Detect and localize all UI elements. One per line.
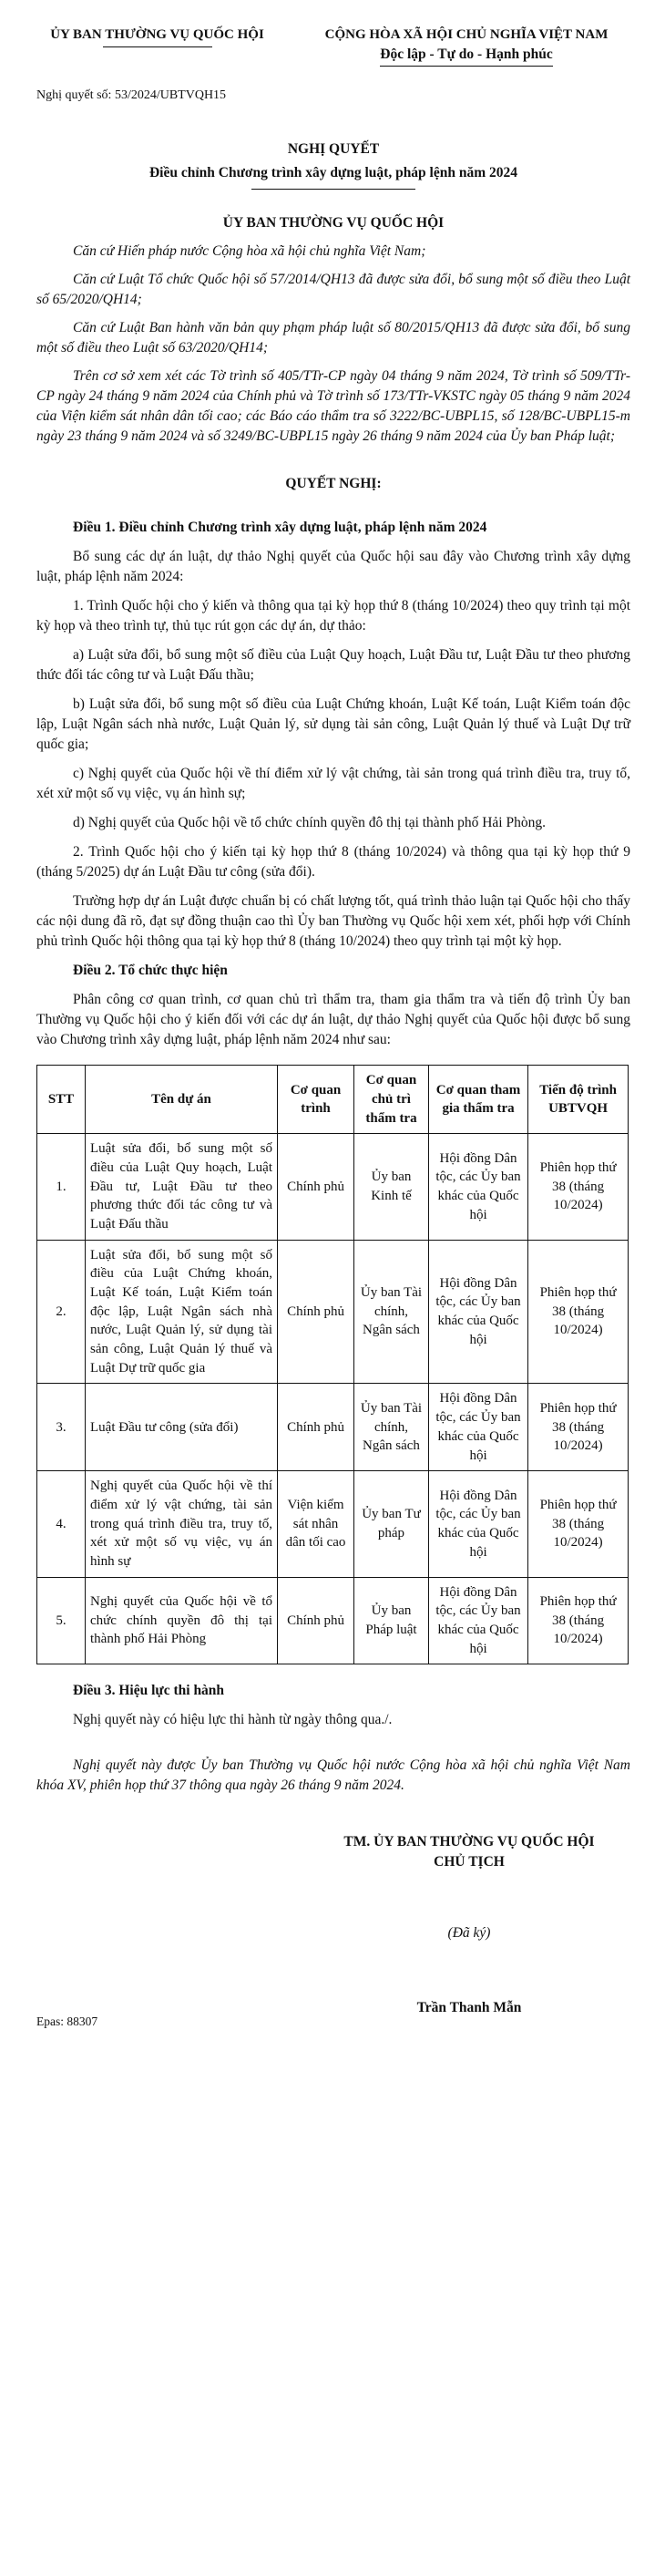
cell-submitter: Chính phủ bbox=[278, 1240, 354, 1384]
table-row bbox=[37, 1384, 629, 1471]
cell-lead-reviewer: Ủy ban Tài chính, Ngân sách bbox=[354, 1384, 429, 1471]
subtitle-underline bbox=[251, 189, 415, 190]
epas-code: Epas: 88307 bbox=[36, 2014, 98, 2029]
cell-participants: Hội đồng Dân tộc, các Ủy ban khác của Quốc hội bbox=[428, 1471, 527, 1577]
table-row bbox=[37, 1577, 629, 1664]
cell-project-name: Luật sửa đổi, bổ sung một số điều của Luật Quy hoạch, Luật Đầu tư, Luật Đầu tư theo phương thức đối tác công tư và Luật Đấu thầu bbox=[86, 1134, 278, 1240]
cell-project-name: Luật sửa đổi, bổ sung một số điều của Luật Chứng khoán, Luật Kế toán, Luật Kiểm toán độc lập, Luật Ngân sách nhà nước, Luật Quản lý, sử dụng tài sản công, Luật Quản lý thuế và Luật Dự trữ quốc gia bbox=[86, 1240, 278, 1384]
project-assignment-table bbox=[36, 1065, 629, 1664]
article-2-heading: Điều 2. Tổ chức thực hiện bbox=[73, 963, 228, 979]
column-header-stt: STT bbox=[37, 1066, 86, 1134]
cell-participants: Hội đồng Dân tộc, các Ủy ban khác của Quốc hội bbox=[428, 1240, 527, 1384]
signature-position: CHỦ TỊCH bbox=[434, 1854, 505, 1870]
cell-schedule: Phiên họp thứ 38 (tháng 10/2024) bbox=[528, 1577, 629, 1664]
issuing-body: ỦY BAN THƯỜNG VỤ QUỐC HỘI bbox=[222, 215, 445, 232]
document-header bbox=[36, 26, 630, 67]
cell-stt: 4. bbox=[37, 1471, 86, 1577]
legal-basis-3: Căn cứ Luật Ban hành văn bản quy phạm pháp luật số 80/2015/QH13 đã được sửa đổi, bổ sung một số điều theo Luật số 63/2020/QH14; bbox=[36, 320, 630, 356]
header-left bbox=[36, 26, 278, 47]
legal-basis-1: Căn cứ Hiến pháp nước Cộng hòa xã hội chủ nghĩa Việt Nam; bbox=[73, 243, 426, 260]
table-row bbox=[37, 1134, 629, 1240]
article-1-heading: Điều 1. Điều chỉnh Chương trình xây dựng luật, pháp lệnh năm 2024 bbox=[73, 520, 487, 536]
article-1-paragraph: c) Nghị quyết của Quốc hội về thí điểm xử lý vật chứng, tài sản trong quá trình điều tra, truy tố, xét xử một số vụ việc, vụ án hình sự; bbox=[36, 766, 630, 802]
signer-name: Trần Thanh Mẫn bbox=[416, 2000, 522, 2016]
cell-participants: Hội đồng Dân tộc, các Ủy ban khác của Quốc hội bbox=[428, 1384, 527, 1471]
cell-lead-reviewer: Ủy ban Tài chính, Ngân sách bbox=[354, 1240, 429, 1384]
table-row bbox=[37, 1471, 629, 1577]
column-header-schedule: Tiến độ trình UBTVQH bbox=[528, 1066, 629, 1134]
column-header-project-name: Tên dự án bbox=[86, 1066, 278, 1134]
cell-lead-reviewer: Ủy ban Tư pháp bbox=[354, 1471, 429, 1577]
article-3-heading: Điều 3. Hiệu lực thi hành bbox=[73, 1683, 225, 1699]
cell-stt: 1. bbox=[37, 1134, 86, 1240]
cell-schedule: Phiên họp thứ 38 (tháng 10/2024) bbox=[528, 1240, 629, 1384]
issuing-organization: ỦY BAN THƯỜNG VỤ QUỐC HỘI bbox=[50, 27, 264, 42]
article-3-text: Nghị quyết này có hiệu lực thi hành từ ngày thông qua./. bbox=[73, 1712, 393, 1728]
article-2-intro: Phân công cơ quan trình, cơ quan chủ trì thẩm tra, tham gia thẩm tra và tiến độ trình Ủy ban Thường vụ Quốc hội cho ý kiến đối với các dự án luật, dự thảo Nghị quyết của Quốc hội được bổ sung vào Chương trình xây dựng luật, pháp lệnh năm 2024 như sau: bbox=[36, 992, 630, 1048]
document-title: NGHỊ QUYẾT bbox=[287, 141, 380, 158]
signature-title: TM. ỦY BAN THƯỜNG VỤ QUỐC HỘI bbox=[343, 1834, 595, 1850]
cell-submitter: Chính phủ bbox=[278, 1134, 354, 1240]
signature-block bbox=[310, 1832, 629, 2018]
column-header-participants: Cơ quan tham gia thẩm tra bbox=[428, 1066, 527, 1134]
article-1-paragraph: a) Luật sửa đổi, bổ sung một số điều của Luật Quy hoạch, Luật Đầu tư, Luật Đầu tư theo phương thức đối tác công tư và Luật Đấu thầu; bbox=[36, 647, 630, 684]
header-right bbox=[302, 26, 630, 67]
cell-stt: 5. bbox=[37, 1577, 86, 1664]
column-header-submitter: Cơ quan trình bbox=[278, 1066, 354, 1134]
article-1-paragraph: b) Luật sửa đổi, bổ sung một số điều của Luật Chứng khoán, Luật Kế toán, Luật Kiểm toán độc lập, Luật Ngân sách nhà nước, Luật Quản lý, sử dụng tài sản công, Luật Quản lý thuế và Luật Dự trữ quốc gia; bbox=[36, 696, 630, 753]
cell-submitter: Viện kiểm sát nhân dân tối cao bbox=[278, 1471, 354, 1577]
closing-statement: Nghị quyết này được Ủy ban Thường vụ Quốc hội nước Cộng hòa xã hội chủ nghĩa Việt Nam khóa XV, phiên họp thứ 37 thông qua ngày 26 tháng 9 năm 2024. bbox=[36, 1757, 630, 1794]
cell-schedule: Phiên họp thứ 38 (tháng 10/2024) bbox=[528, 1384, 629, 1471]
cell-schedule: Phiên họp thứ 38 (tháng 10/2024) bbox=[528, 1134, 629, 1240]
article-1-paragraph: d) Nghị quyết của Quốc hội về tổ chức chính quyền đô thị tại thành phố Hải Phòng. bbox=[73, 815, 546, 831]
signed-note: (Đã ký) bbox=[447, 1925, 491, 1942]
article-1-paragraph: 2. Trình Quốc hội cho ý kiến tại kỳ họp thứ 8 (tháng 10/2024) và thông qua tại kỳ họp thứ 9 (tháng 5/2025) dự án Luật Đầu tư công (sửa đổi). bbox=[36, 844, 630, 881]
legal-basis-4: Trên cơ sở xem xét các Tờ trình số 405/TTr-CP ngày 04 tháng 9 năm 2024, Tờ trình số 509/TTr-CP ngày 24 tháng 9 năm 2024 của Chính phủ và Tờ trình số 173/TTr-VKSTC ngày 05 tháng 9 năm 2024 của Viện kiểm sát nhân dân tối cao; các Báo cáo thẩm tra số 3222/BC-UBPL15, số 128/BC-UBPL15-m ngày 23 tháng 9 năm 2024 và số 3249/BC-UBPL15 ngày 26 tháng 9 năm 2024 của Ủy ban Pháp luật; bbox=[36, 368, 630, 445]
cell-submitter: Chính phủ bbox=[278, 1577, 354, 1664]
article-1-paragraph: 1. Trình Quốc hội cho ý kiến và thông qua tại kỳ họp thứ 8 (tháng 10/2024) theo quy trình tại một kỳ họp và theo trình tự, thủ tục rút gọn các dự án, dự thảo: bbox=[36, 598, 630, 634]
document-subtitle: Điều chỉnh Chương trình xây dựng luật, pháp lệnh năm 2024 bbox=[148, 165, 518, 181]
cell-lead-reviewer: Ủy ban Pháp luật bbox=[354, 1577, 429, 1664]
cell-submitter: Chính phủ bbox=[278, 1384, 354, 1471]
cell-participants: Hội đồng Dân tộc, các Ủy ban khác của Quốc hội bbox=[428, 1134, 527, 1240]
article-1-paragraph: Trường hợp dự án Luật được chuẩn bị có chất lượng tốt, quá trình thảo luận tại Quốc hội cho thấy các nội dung đã rõ, đạt sự đồng thuận cao thì Ủy ban Thường vụ Quốc hội xem xét, phối hợp với Chính phủ trình Quốc hội thông qua tại kỳ họp thứ 8 (tháng 10/2024) theo quy trình tại một kỳ họp. bbox=[36, 893, 630, 950]
column-header-lead-reviewer: Cơ quan chủ trì thẩm tra bbox=[354, 1066, 429, 1134]
cell-schedule: Phiên họp thứ 38 (tháng 10/2024) bbox=[528, 1471, 629, 1577]
cell-project-name: Nghị quyết của Quốc hội về thí điểm xử lý vật chứng, tài sản trong quá trình điều tra, truy tố, xét xử một số vụ việc, vụ án hình sự bbox=[86, 1471, 278, 1577]
org-underline bbox=[103, 46, 212, 47]
cell-stt: 2. bbox=[37, 1240, 86, 1384]
article-1-paragraph: Bổ sung các dự án luật, dự thảo Nghị quyết của Quốc hội sau đây vào Chương trình xây dựng luật, pháp lệnh năm 2024: bbox=[36, 549, 630, 585]
table-row bbox=[37, 1240, 629, 1384]
national-motto: Độc lập - Tự do - Hạnh phúc bbox=[380, 45, 552, 67]
cell-participants: Hội đồng Dân tộc, các Ủy ban khác của Quốc hội bbox=[428, 1577, 527, 1664]
document-number: Nghị quyết số: 53/2024/UBTVQH15 bbox=[36, 88, 227, 103]
country-name: CỘNG HÒA XÃ HỘI CHỦ NGHĨA VIỆT NAM bbox=[324, 27, 609, 42]
cell-stt: 3. bbox=[37, 1384, 86, 1471]
cell-project-name: Luật Đầu tư công (sửa đổi) bbox=[86, 1384, 278, 1471]
legal-basis-2: Căn cứ Luật Tổ chức Quốc hội số 57/2014/QH13 đã được sửa đổi, bổ sung một số điều theo Luật số 65/2020/QH14; bbox=[36, 272, 630, 308]
table-header-row bbox=[37, 1066, 629, 1134]
cell-project-name: Nghị quyết của Quốc hội về tổ chức chính quyền đô thị tại thành phố Hải Phòng bbox=[86, 1577, 278, 1664]
decide-heading: QUYẾT NGHỊ: bbox=[285, 476, 382, 492]
cell-lead-reviewer: Ủy ban Kinh tế bbox=[354, 1134, 429, 1240]
